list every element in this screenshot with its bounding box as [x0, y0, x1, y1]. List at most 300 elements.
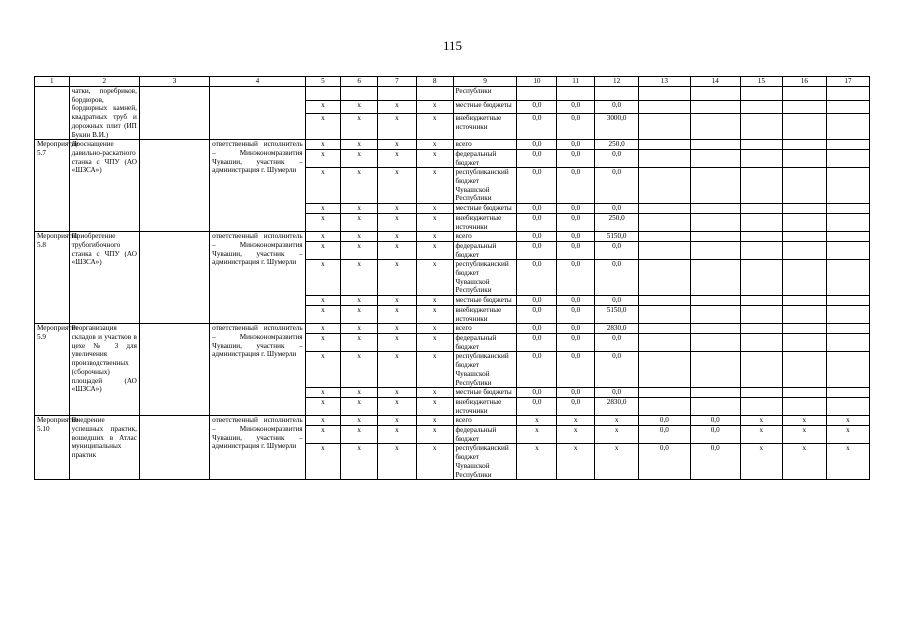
cell-c12: 250,0 — [595, 213, 639, 231]
cell-c5: x — [305, 149, 341, 167]
cell-c16 — [782, 87, 826, 101]
cell-c7: x — [377, 232, 416, 242]
cell-c13 — [639, 100, 690, 114]
funding-source-cell: местные бюджеты — [453, 204, 517, 214]
indicator-cell — [139, 324, 209, 416]
cell-c15: x — [740, 426, 782, 444]
cell-c5: x — [305, 140, 341, 150]
cell-c11: 0,0 — [557, 213, 595, 231]
cell-c5: x — [305, 213, 341, 231]
cell-c6: x — [341, 213, 378, 231]
indicator-cell — [139, 140, 209, 232]
cell-c15 — [740, 305, 782, 323]
cell-c8: x — [416, 305, 453, 323]
funding-source-cell: внебюджетные источники — [453, 397, 517, 415]
cell-c10: 0,0 — [517, 204, 557, 214]
cell-c17: x — [826, 426, 869, 444]
cell-c15: x — [740, 444, 782, 480]
funding-source-cell: внебюджетные источники — [453, 305, 517, 323]
cell-c12: x — [595, 444, 639, 480]
cell-c8: x — [416, 149, 453, 167]
cell-c12: 0,0 — [595, 204, 639, 214]
funding-source-cell: республиканский бюджет Чувашской Республики — [453, 352, 517, 388]
cell-c15 — [740, 352, 782, 388]
cell-c12: 2830,0 — [595, 324, 639, 334]
cell-c5: x — [305, 114, 341, 140]
funding-source-cell: внебюджетные источники — [453, 213, 517, 231]
cell-c7: x — [377, 213, 416, 231]
cell-c8: x — [416, 204, 453, 214]
cell-c6: x — [341, 333, 378, 351]
cell-c11: 0,0 — [557, 232, 595, 242]
cell-c6: x — [341, 241, 378, 259]
cell-c12: 250,0 — [595, 140, 639, 150]
cell-c5: x — [305, 260, 341, 296]
cell-c15 — [740, 388, 782, 398]
cell-c14 — [690, 397, 740, 415]
measure-label-cell: Мероприятие 5.7 — [35, 140, 70, 232]
cell-c12: 0,0 — [595, 260, 639, 296]
executor-cell: ответственный исполнитель – Минэкономразвития Чувашии, участник – администрация г. Шумерли — [210, 140, 305, 232]
cell-c5: x — [305, 426, 341, 444]
cell-c13 — [639, 324, 690, 334]
cell-c8: x — [416, 333, 453, 351]
cell-c15 — [740, 213, 782, 231]
cell-c12: 2830,0 — [595, 397, 639, 415]
cell-c6: x — [341, 260, 378, 296]
cell-c10: 0,0 — [517, 333, 557, 351]
funding-source-cell: федеральный бюджет — [453, 149, 517, 167]
cell-c17 — [826, 149, 869, 167]
cell-c6: x — [341, 232, 378, 242]
cell-c13 — [639, 204, 690, 214]
cell-c17 — [826, 296, 869, 306]
column-number-header: 13 — [639, 77, 690, 87]
cell-c8: x — [416, 296, 453, 306]
cell-c7: x — [377, 204, 416, 214]
cell-c14 — [690, 324, 740, 334]
cell-c13 — [639, 114, 690, 140]
cell-c16 — [782, 149, 826, 167]
table-body — [35, 77, 870, 480]
cell-c12: 0,0 — [595, 388, 639, 398]
cell-c10: 0,0 — [517, 352, 557, 388]
cell-c14 — [690, 388, 740, 398]
cell-c6 — [341, 87, 378, 101]
cell-c14 — [690, 140, 740, 150]
cell-c7: x — [377, 114, 416, 140]
cell-c16 — [782, 260, 826, 296]
cell-c16: x — [782, 426, 826, 444]
cell-c12: x — [595, 426, 639, 444]
cell-c17 — [826, 232, 869, 242]
indicator-cell — [139, 232, 209, 324]
cell-c5: x — [305, 388, 341, 398]
cell-c7: x — [377, 168, 416, 204]
cell-c11: 0,0 — [557, 397, 595, 415]
cell-c10: 0,0 — [517, 232, 557, 242]
cell-c12: 0,0 — [595, 333, 639, 351]
cell-c6: x — [341, 149, 378, 167]
cell-c14 — [690, 296, 740, 306]
table-row — [35, 140, 870, 150]
cell-c14 — [690, 114, 740, 140]
cell-c16 — [782, 296, 826, 306]
cell-c13: 0,0 — [639, 416, 690, 426]
column-number-header: 7 — [377, 77, 416, 87]
funding-source-cell: Республики — [453, 87, 517, 101]
cell-c14 — [690, 260, 740, 296]
cell-c17 — [826, 241, 869, 259]
cell-c14 — [690, 204, 740, 214]
cell-c15 — [740, 140, 782, 150]
column-number-header: 6 — [341, 77, 378, 87]
cell-c11: 0,0 — [557, 204, 595, 214]
cell-c13 — [639, 140, 690, 150]
cell-c6: x — [341, 100, 378, 114]
cell-c15 — [740, 296, 782, 306]
cell-c5 — [305, 87, 341, 101]
funding-source-cell: республиканский бюджет Чувашской Республики — [453, 168, 517, 204]
cell-c17 — [826, 168, 869, 204]
cell-c13 — [639, 333, 690, 351]
cell-c7: x — [377, 416, 416, 426]
measure-label-cell: Мероприятие 5.9 — [35, 324, 70, 416]
cell-c13 — [639, 87, 690, 101]
cell-c6: x — [341, 352, 378, 388]
cell-c11: 0,0 — [557, 324, 595, 334]
cell-c14 — [690, 241, 740, 259]
column-number-header: 12 — [595, 77, 639, 87]
cell-c17: x — [826, 444, 869, 480]
cell-c12: 5150,0 — [595, 232, 639, 242]
cell-c16 — [782, 100, 826, 114]
cell-c10: 0,0 — [517, 149, 557, 167]
cell-c13 — [639, 149, 690, 167]
cell-c11 — [557, 87, 595, 101]
cell-c12: 0,0 — [595, 168, 639, 204]
cell-c6: x — [341, 168, 378, 204]
cell-c8: x — [416, 168, 453, 204]
cell-c8: x — [416, 213, 453, 231]
cell-c17 — [826, 260, 869, 296]
cell-c11: 0,0 — [557, 140, 595, 150]
executor-cell: ответственный исполнитель – Минэкономразвития Чувашии, участник – администрация г. Шумерли — [210, 324, 305, 416]
table-row — [35, 416, 870, 426]
cell-c5: x — [305, 305, 341, 323]
cell-c6: x — [341, 388, 378, 398]
cell-c7: x — [377, 444, 416, 480]
cell-c5: x — [305, 352, 341, 388]
cell-c16 — [782, 241, 826, 259]
cell-c14 — [690, 305, 740, 323]
cell-c13 — [639, 352, 690, 388]
cell-c10: x — [517, 416, 557, 426]
cell-c13 — [639, 232, 690, 242]
cell-c16 — [782, 388, 826, 398]
cell-c17 — [826, 213, 869, 231]
cell-c7: x — [377, 305, 416, 323]
cell-c15 — [740, 241, 782, 259]
cell-c8: x — [416, 444, 453, 480]
cell-c11: 0,0 — [557, 388, 595, 398]
cell-c10: 0,0 — [517, 213, 557, 231]
measure-label-cell — [35, 87, 70, 140]
cell-c8 — [416, 87, 453, 101]
funding-source-cell: местные бюджеты — [453, 388, 517, 398]
cell-c7: x — [377, 388, 416, 398]
cell-c5: x — [305, 296, 341, 306]
column-number-header: 8 — [416, 77, 453, 87]
funding-source-cell: местные бюджеты — [453, 296, 517, 306]
cell-c14 — [690, 352, 740, 388]
cell-c10: x — [517, 426, 557, 444]
cell-c10: 0,0 — [517, 100, 557, 114]
cell-c14 — [690, 87, 740, 101]
measure-name-cell: Приобретение трубогибочного станка с ЧПУ (АО «ШЗСА») — [69, 232, 139, 324]
cell-c16 — [782, 213, 826, 231]
cell-c11: 0,0 — [557, 260, 595, 296]
measure-name-cell: Внедрение успешных практик, вошедших в Атлас муниципальных практик — [69, 416, 139, 480]
page-number: 115 — [442, 38, 463, 53]
cell-c7 — [377, 87, 416, 101]
cell-c12: 0,0 — [595, 352, 639, 388]
cell-c11: 0,0 — [557, 305, 595, 323]
cell-c8: x — [416, 114, 453, 140]
cell-c17 — [826, 397, 869, 415]
cell-c15 — [740, 168, 782, 204]
cell-c15 — [740, 149, 782, 167]
cell-c10: 0,0 — [517, 140, 557, 150]
table-row — [35, 87, 870, 101]
cell-c13 — [639, 305, 690, 323]
cell-c8: x — [416, 352, 453, 388]
cell-c8: x — [416, 140, 453, 150]
cell-c12: 3000,0 — [595, 114, 639, 140]
cell-c12 — [595, 87, 639, 101]
cell-c6: x — [341, 426, 378, 444]
funding-source-cell: федеральный бюджет — [453, 333, 517, 351]
measure-name-cell: чатки, поребриков, бордюров, бордюрных камней, квадратных труб и дорожных плит (ИП Букин В.И.) — [69, 87, 139, 140]
cell-c13 — [639, 397, 690, 415]
measure-name-cell: Реорганизация складов и участков в цехе № 3 для увеличения производственных (сборочных) площадей (АО «ШЗСА») — [69, 324, 139, 416]
cell-c5: x — [305, 100, 341, 114]
cell-c10: 0,0 — [517, 388, 557, 398]
cell-c16 — [782, 168, 826, 204]
indicator-cell — [139, 87, 209, 140]
cell-c8: x — [416, 260, 453, 296]
cell-c16: x — [782, 444, 826, 480]
funding-source-cell: республиканский бюджет Чувашской Республики — [453, 444, 517, 480]
cell-c10: 0,0 — [517, 324, 557, 334]
cell-c7: x — [377, 241, 416, 259]
cell-c6: x — [341, 114, 378, 140]
cell-c7: x — [377, 324, 416, 334]
cell-c7: x — [377, 426, 416, 444]
cell-c17 — [826, 324, 869, 334]
cell-c7: x — [377, 333, 416, 351]
cell-c17 — [826, 140, 869, 150]
cell-c17: x — [826, 416, 869, 426]
cell-c13: 0,0 — [639, 426, 690, 444]
cell-c12: 0,0 — [595, 296, 639, 306]
cell-c12: 0,0 — [595, 241, 639, 259]
cell-c16 — [782, 305, 826, 323]
measure-label-cell: Мероприятие 5.8 — [35, 232, 70, 324]
cell-c16 — [782, 352, 826, 388]
column-number-header: 16 — [782, 77, 826, 87]
cell-c10: 0,0 — [517, 397, 557, 415]
cell-c6: x — [341, 324, 378, 334]
cell-c12: 5150,0 — [595, 305, 639, 323]
cell-c16 — [782, 204, 826, 214]
cell-c7: x — [377, 149, 416, 167]
cell-c10 — [517, 87, 557, 101]
cell-c15 — [740, 260, 782, 296]
cell-c6: x — [341, 416, 378, 426]
funding-source-cell: республиканский бюджет Чувашской Республики — [453, 260, 517, 296]
column-number-row — [35, 77, 870, 87]
column-number-header: 3 — [139, 77, 209, 87]
cell-c17 — [826, 100, 869, 114]
cell-c10: 0,0 — [517, 114, 557, 140]
cell-c7: x — [377, 260, 416, 296]
cell-c5: x — [305, 397, 341, 415]
cell-c7: x — [377, 100, 416, 114]
cell-c6: x — [341, 397, 378, 415]
cell-c14: 0,0 — [690, 426, 740, 444]
cell-c14 — [690, 100, 740, 114]
cell-c6: x — [341, 305, 378, 323]
cell-c16 — [782, 140, 826, 150]
cell-c12: 0,0 — [595, 100, 639, 114]
cell-c16 — [782, 232, 826, 242]
table-row — [35, 232, 870, 242]
cell-c8: x — [416, 426, 453, 444]
cell-c6: x — [341, 204, 378, 214]
column-number-header: 1 — [35, 77, 70, 87]
cell-c10: 0,0 — [517, 260, 557, 296]
cell-c7: x — [377, 140, 416, 150]
cell-c10: 0,0 — [517, 241, 557, 259]
cell-c11: 0,0 — [557, 352, 595, 388]
cell-c5: x — [305, 168, 341, 204]
table-row — [35, 324, 870, 334]
measure-label-cell: Мероприятие 5.10 — [35, 416, 70, 480]
cell-c11: 0,0 — [557, 296, 595, 306]
indicator-cell — [139, 416, 209, 480]
cell-c5: x — [305, 204, 341, 214]
executor-cell: ответственный исполнитель – Минэкономразвития Чувашии, участник – администрация г. Шумерли — [210, 232, 305, 324]
funding-source-cell: местные бюджеты — [453, 100, 517, 114]
cell-c16: x — [782, 416, 826, 426]
cell-c12: 0,0 — [595, 149, 639, 167]
cell-c11: 0,0 — [557, 168, 595, 204]
executor-cell: ответственный исполнитель – Минэкономразвития Чувашии, участник – администрация г. Шумерли — [210, 416, 305, 480]
cell-c5: x — [305, 241, 341, 259]
column-number-header: 5 — [305, 77, 341, 87]
cell-c16 — [782, 397, 826, 415]
funding-source-cell: всего — [453, 232, 517, 242]
cell-c7: x — [377, 296, 416, 306]
cell-c17 — [826, 87, 869, 101]
column-number-header: 14 — [690, 77, 740, 87]
column-number-header: 11 — [557, 77, 595, 87]
cell-c11: 0,0 — [557, 333, 595, 351]
cell-c8: x — [416, 241, 453, 259]
funding-source-cell: внебюджетные источники — [453, 114, 517, 140]
cell-c14: 0,0 — [690, 416, 740, 426]
cell-c5: x — [305, 416, 341, 426]
cell-c5: x — [305, 232, 341, 242]
cell-c14 — [690, 149, 740, 167]
funding-source-cell: федеральный бюджет — [453, 426, 517, 444]
column-number-header: 2 — [69, 77, 139, 87]
funding-source-cell: всего — [453, 324, 517, 334]
cell-c14: 0,0 — [690, 444, 740, 480]
cell-c13: 0,0 — [639, 444, 690, 480]
cell-c10: 0,0 — [517, 296, 557, 306]
executor-cell — [210, 87, 305, 140]
cell-c5: x — [305, 333, 341, 351]
funding-source-cell: всего — [453, 416, 517, 426]
cell-c8: x — [416, 232, 453, 242]
cell-c15 — [740, 333, 782, 351]
cell-c8: x — [416, 388, 453, 398]
funding-source-cell: всего — [453, 140, 517, 150]
cell-c17 — [826, 352, 869, 388]
cell-c16 — [782, 333, 826, 351]
cell-c7: x — [377, 352, 416, 388]
cell-c13 — [639, 241, 690, 259]
cell-c11: x — [557, 426, 595, 444]
cell-c14 — [690, 213, 740, 231]
cell-c14 — [690, 333, 740, 351]
cell-c16 — [782, 324, 826, 334]
cell-c5: x — [305, 324, 341, 334]
program-table — [34, 76, 870, 480]
cell-c16 — [782, 114, 826, 140]
column-number-header: 9 — [453, 77, 517, 87]
measure-name-cell: Дооснащение давильно-раскатного станка с ЧПУ (АО «ШЗСА») — [69, 140, 139, 232]
cell-c13 — [639, 296, 690, 306]
cell-c13 — [639, 213, 690, 231]
cell-c17 — [826, 305, 869, 323]
cell-c17 — [826, 114, 869, 140]
cell-c11: 0,0 — [557, 100, 595, 114]
cell-c11: x — [557, 416, 595, 426]
cell-c15 — [740, 324, 782, 334]
cell-c13 — [639, 260, 690, 296]
cell-c10: x — [517, 444, 557, 480]
column-number-header: 10 — [517, 77, 557, 87]
cell-c10: 0,0 — [517, 305, 557, 323]
cell-c13 — [639, 168, 690, 204]
cell-c15 — [740, 204, 782, 214]
column-number-header: 4 — [210, 77, 305, 87]
cell-c13 — [639, 388, 690, 398]
cell-c15 — [740, 232, 782, 242]
cell-c14 — [690, 168, 740, 204]
cell-c14 — [690, 232, 740, 242]
column-number-header: 15 — [740, 77, 782, 87]
cell-c15 — [740, 397, 782, 415]
cell-c6: x — [341, 140, 378, 150]
cell-c12: x — [595, 416, 639, 426]
cell-c11: x — [557, 444, 595, 480]
cell-c7: x — [377, 397, 416, 415]
cell-c17 — [826, 204, 869, 214]
